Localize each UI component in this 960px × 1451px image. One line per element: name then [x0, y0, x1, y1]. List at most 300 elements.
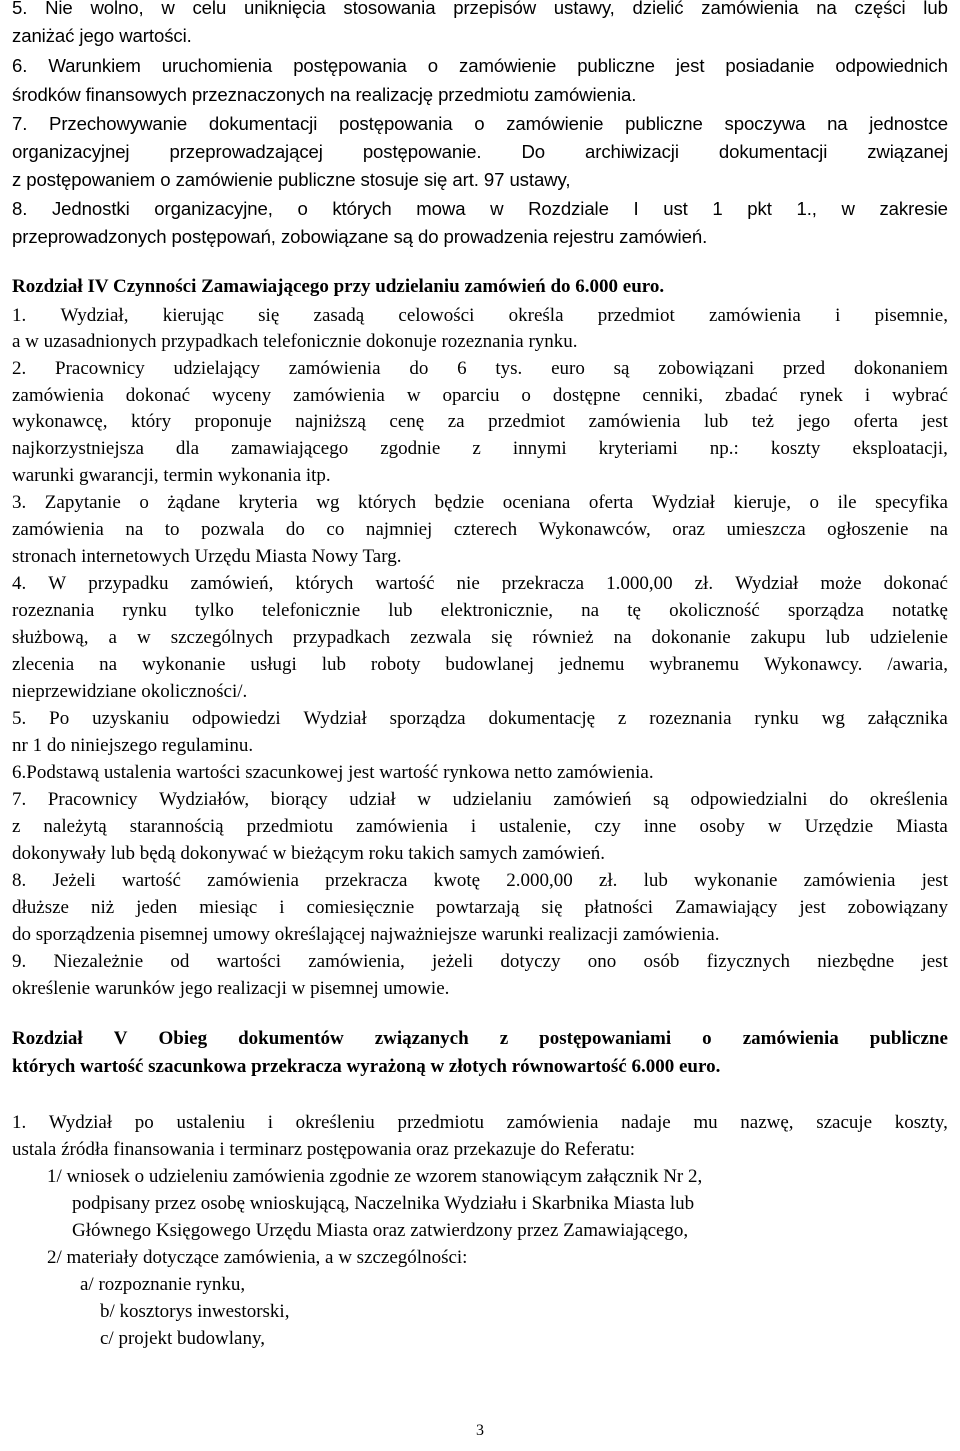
word: powtarzają: [436, 897, 520, 918]
word: Wydział: [48, 1112, 113, 1133]
word: zamówienia: [709, 305, 801, 326]
word: zamówień: [553, 789, 632, 810]
word: 6.: [12, 55, 28, 76]
word: przedmiot: [597, 305, 675, 326]
ch4-line-2: a w uzasadnionych przypadkach telefonicznie dokonuje rozeznania rynku.: [12, 331, 578, 352]
word: zamówienia: [803, 870, 896, 891]
word: określeniu: [295, 1112, 375, 1133]
word: udział: [349, 789, 396, 810]
word: w: [406, 385, 421, 406]
word: odpowiednich: [835, 55, 948, 76]
word: zamówienia: [12, 385, 104, 406]
word: tylko: [194, 600, 234, 621]
word: również: [532, 627, 594, 648]
ch5-subitem-c: c/ projekt budowlany,: [100, 1328, 265, 1349]
ch4-line-20: [12, 816, 948, 838]
word: spoczywa: [724, 113, 806, 134]
word: przed: [782, 358, 826, 379]
word: odpowiedzialni: [690, 789, 808, 810]
word: o: [427, 55, 438, 76]
word: wartość: [121, 870, 181, 891]
word: rynek: [799, 385, 843, 406]
word: zamówienie: [506, 113, 604, 134]
chapter-v-heading-line-2: których wartość szacunkowa przekracza wyrażoną w złotych równowartość 6.000 euro.: [12, 1056, 721, 1077]
word: Urzędzie: [804, 816, 874, 837]
word: organizacyjnej: [12, 141, 130, 162]
word: związanych: [374, 1028, 469, 1049]
word: kryteria: [238, 492, 298, 513]
word: Po: [49, 708, 70, 729]
word: biorący: [270, 789, 328, 810]
word: zamówienia,: [308, 951, 405, 972]
word: jeżeli: [432, 951, 474, 972]
ch4-line-24: do sporządzenia pisemnej umowy określającej najważniejsze warunki realizacji zamówienia.: [12, 924, 720, 945]
word: na: [816, 0, 837, 18]
word: 1: [712, 198, 723, 219]
word: mu: [693, 1112, 718, 1133]
ch4-line-23: [12, 897, 948, 919]
word: kieruje,: [733, 492, 791, 513]
word: na: [125, 519, 144, 540]
word: lub: [388, 600, 413, 621]
word: zamówienia: [356, 816, 448, 837]
word: uniknięcia: [243, 0, 326, 18]
ch4-line-4: [12, 385, 948, 407]
paragraph-5-line-1: [12, 0, 948, 19]
ch4-line-16: [12, 708, 948, 730]
word: rozeznania: [12, 600, 95, 621]
ch4-line-8: [12, 492, 948, 514]
word: płatności: [584, 897, 654, 918]
word: jest: [799, 897, 826, 918]
word: lub: [923, 0, 948, 18]
word: dla: [175, 438, 200, 459]
word: elektronicznie,: [440, 600, 554, 621]
word: ono: [587, 951, 617, 972]
word: o: [474, 113, 485, 134]
word: inne: [643, 816, 677, 837]
ch4-line-17: nr 1 do niniejszego regulaminu.: [12, 735, 254, 756]
word: udzielenie: [869, 627, 948, 648]
word: eksploatacji,: [852, 438, 948, 459]
word: przypadkach: [293, 627, 391, 648]
word: zamówień,: [190, 573, 274, 594]
ch4-line-10: stronach internetowych Urzędu Miasta Nowy Targ.: [12, 546, 402, 567]
word: zezwala: [410, 627, 472, 648]
word: o: [297, 198, 308, 219]
word: przepisów: [453, 0, 537, 18]
word: dotyczy: [500, 951, 561, 972]
word: 9.: [12, 951, 27, 972]
word: postępowanie.: [362, 141, 482, 162]
word: Obieg: [158, 1028, 208, 1049]
word: do: [409, 358, 429, 379]
word: niż: [90, 897, 115, 918]
word: wybranemu: [649, 654, 740, 675]
word: zobowiązani: [658, 358, 755, 379]
word: kierując: [162, 305, 224, 326]
word: postępowaniami: [539, 1028, 672, 1049]
word: których: [358, 492, 417, 513]
word: oparciu: [442, 385, 500, 406]
word: rynku: [754, 708, 799, 729]
word: 1.000,00: [606, 573, 673, 594]
word: zł.: [694, 573, 714, 594]
word: 2.: [12, 358, 27, 379]
word: 7.: [12, 789, 27, 810]
word: 6: [457, 358, 467, 379]
word: W: [48, 573, 67, 594]
word: nadaje: [621, 1112, 671, 1133]
word: są: [613, 358, 630, 379]
word: dokumentacji: [718, 141, 828, 162]
word: oraz: [672, 519, 705, 540]
word: dokonanie: [651, 627, 731, 648]
word: zasadą: [313, 305, 365, 326]
paragraph-5-line-2: zaniżać jego wartości.: [12, 25, 192, 46]
word: Przechowywanie: [49, 113, 188, 134]
word: cenniki,: [642, 385, 704, 406]
word: jeden: [136, 897, 178, 918]
word: też: [751, 411, 774, 432]
word: dzielić: [632, 0, 684, 18]
word: jest: [921, 411, 948, 432]
word: do: [829, 789, 849, 810]
word: publiczne: [625, 113, 703, 134]
ch4-line-14: [12, 654, 948, 676]
word: Do: [521, 141, 546, 162]
word: na: [613, 627, 632, 648]
word: w: [841, 198, 855, 219]
word: sporządza: [389, 708, 466, 729]
word: zamówienia: [506, 1112, 599, 1133]
word: do: [285, 519, 305, 540]
ch5-subitem-b: b/ kosztorys inwestorski,: [100, 1301, 290, 1322]
word: dokonać: [883, 573, 948, 594]
word: się: [258, 305, 280, 326]
page-number: 3: [476, 1422, 484, 1439]
word: w: [490, 198, 504, 219]
word: przedmiot: [488, 411, 566, 432]
word: I: [633, 198, 639, 219]
word: zlecenia: [12, 654, 75, 675]
word: wyceny: [212, 385, 272, 406]
word: 1.: [12, 305, 27, 326]
word: zamówienia: [293, 385, 385, 406]
word: stosowania: [343, 0, 436, 18]
word: który: [131, 411, 172, 432]
word: przeprowadzającej: [169, 141, 323, 162]
word: w: [767, 816, 782, 837]
ch5-subitem-a: a/ rozpoznanie rynku,: [80, 1274, 246, 1295]
word: postępowania: [338, 113, 453, 134]
word: organizacyjne,: [154, 198, 273, 219]
word: Wydział: [303, 708, 367, 729]
word: określa: [508, 305, 564, 326]
word: pisemnie,: [874, 305, 948, 326]
word: oferta: [588, 492, 634, 513]
word: o: [139, 492, 149, 513]
word: ust: [663, 198, 688, 219]
word: szczególnych: [170, 627, 274, 648]
ch4-line-26: określenie warunków jego realizacji w pisemnej umowie.: [12, 978, 450, 999]
word: najkorzystniejsza: [12, 438, 144, 459]
word: części: [854, 0, 906, 18]
ch4-line-25: [12, 951, 948, 973]
word: lub: [321, 654, 346, 675]
ch4-line-6: [12, 438, 948, 460]
word: o: [702, 1028, 712, 1049]
word: związanej: [867, 141, 948, 162]
word: oceniana: [502, 492, 571, 513]
ch5-item-1-line-3: Głównego Księgowego Urzędu Miasta oraz zatwierdzony przez Zamawiającego,: [72, 1220, 689, 1241]
word: załącznika: [867, 708, 948, 729]
word: celu: [192, 0, 227, 18]
word: Pracownicy: [55, 358, 145, 379]
word: kwotę: [433, 870, 481, 891]
word: w: [417, 789, 432, 810]
word: dokumentów: [238, 1028, 344, 1049]
word: Zamawiający: [675, 897, 778, 918]
word: z: [472, 438, 481, 459]
word: zamówienia: [207, 870, 299, 891]
word: zgodnie: [380, 438, 441, 459]
word: przedmiotu: [397, 1112, 484, 1133]
word: np.:: [709, 438, 739, 459]
word: specyfika: [875, 492, 948, 513]
word: wybrać: [892, 385, 948, 406]
word: zbadać: [724, 385, 778, 406]
word: innymi: [512, 438, 567, 459]
word: dokumentacji: [208, 113, 318, 134]
word: Wykonawcy.: [763, 654, 863, 675]
word: V: [113, 1028, 128, 1049]
word: o: [809, 492, 820, 513]
word: pkt: [747, 198, 772, 219]
word: ile: [837, 492, 857, 513]
word: i: [267, 1112, 273, 1133]
word: i: [864, 385, 871, 406]
word: Rozdziale: [528, 198, 609, 219]
word: usługi: [250, 654, 297, 675]
word: dostępne: [552, 385, 621, 406]
word: tys.: [495, 358, 523, 379]
word: przekracza: [501, 573, 585, 594]
word: proponuje: [194, 411, 272, 432]
word: Zapytanie: [44, 492, 121, 513]
word: to: [164, 519, 180, 540]
word: przypadku: [88, 573, 169, 594]
word: Miasta: [896, 816, 948, 837]
word: będzie: [434, 492, 485, 513]
word: budowlanej: [445, 654, 535, 675]
word: służbową,: [12, 627, 89, 648]
word: ogłoszenie: [827, 519, 909, 540]
word: szacuje: [816, 1112, 873, 1133]
word: osoby: [699, 816, 745, 837]
word: miesiąc: [199, 897, 258, 918]
word: oferta: [853, 411, 898, 432]
word: określenia: [869, 789, 948, 810]
word: rozeznania: [649, 708, 732, 729]
word: na: [929, 519, 948, 540]
word: kryteriami: [598, 438, 678, 459]
ch4-line-21: dokonywały lub będą dokonywać w bieżącym roku takich samych zamówień.: [12, 843, 606, 864]
word: Niezależnie: [53, 951, 144, 972]
ch4-line-19: [12, 789, 948, 811]
word: koszty,: [894, 1112, 948, 1133]
word: przedmiotu: [246, 816, 334, 837]
word: /awaria,: [887, 654, 948, 675]
word: wartość: [375, 573, 435, 594]
word: tę: [627, 600, 641, 621]
word: uzyskaniu: [92, 708, 170, 729]
word: celowości: [398, 305, 475, 326]
paragraph-6-line-2: środków finansowych przeznaczonych na realizację przedmiotu zamówienia.: [12, 84, 637, 105]
word: nazwę,: [740, 1112, 794, 1133]
word: o: [521, 385, 531, 406]
word: notatkę: [892, 600, 948, 621]
word: należytą: [43, 816, 107, 837]
word: starannością: [129, 816, 224, 837]
word: wykonanie: [694, 870, 778, 891]
word: ustaleniu: [176, 1112, 246, 1133]
word: po: [134, 1112, 154, 1133]
word: których: [295, 573, 354, 594]
word: postępowania: [293, 55, 407, 76]
word: Rozdział: [12, 1028, 83, 1049]
word: lub: [643, 870, 668, 891]
ch4-line-5: [12, 411, 948, 433]
word: Wydział: [735, 573, 799, 594]
word: ustawy,: [553, 0, 615, 18]
word: których: [332, 198, 392, 219]
word: w: [161, 0, 175, 18]
word: mowa: [416, 198, 466, 219]
ch4-line-11: [12, 573, 948, 595]
word: i: [279, 897, 285, 918]
word: w: [136, 627, 151, 648]
word: nie: [456, 573, 480, 594]
word: jednemu: [559, 654, 625, 675]
word: Wydział: [651, 492, 715, 513]
ch4-line-18: 6.Podstawą ustalenia wartości szacunkowej jest wartość rynkowa netto zamówienia.: [12, 762, 654, 783]
word: są: [653, 789, 669, 810]
word: 1.,: [796, 198, 817, 219]
word: 3.: [12, 492, 27, 513]
word: się: [491, 627, 513, 648]
word: odpowiedzi: [192, 708, 281, 729]
word: dokonaniem: [853, 358, 948, 379]
word: zamówienia: [742, 1028, 839, 1049]
word: zamawiającego: [231, 438, 349, 459]
word: zł.: [598, 870, 618, 891]
word: wykonanie: [142, 654, 226, 675]
word: sporządza: [787, 600, 864, 621]
word: okoliczność: [669, 600, 760, 621]
word: lub: [825, 627, 850, 648]
word: rynku: [122, 600, 167, 621]
word: i: [470, 816, 477, 837]
word: na: [827, 113, 848, 134]
word: zamówienia: [12, 519, 104, 540]
paragraph-6-line-1: [12, 55, 948, 77]
word: 8.: [12, 870, 27, 891]
word: dłuższe: [12, 897, 69, 918]
word: osób: [643, 951, 680, 972]
word: czterech: [453, 519, 518, 540]
word: wg: [821, 708, 845, 729]
word: zakupu: [750, 627, 806, 648]
word: Pracownicy: [47, 789, 138, 810]
word: 4.: [12, 573, 27, 594]
word: 5.: [12, 708, 27, 729]
chapter-v-heading-line-1: [12, 1028, 948, 1050]
word: uruchomienia: [161, 55, 273, 76]
word: z: [499, 1028, 509, 1049]
word: wg: [316, 492, 340, 513]
word: Wykonawców,: [538, 519, 651, 540]
word: przekracza: [325, 870, 408, 891]
word: się: [541, 897, 563, 918]
paragraph-8-line-2: przeprowadzonych postępowań, zobowiązane są do prowadzenia rejestru zamówień.: [12, 226, 708, 247]
word: udzielaniu: [452, 789, 532, 810]
word: umieszcza: [726, 519, 806, 540]
word: najniższą: [295, 411, 366, 432]
word: na: [581, 600, 600, 621]
word: z: [12, 816, 21, 837]
word: Jeżeli: [52, 870, 96, 891]
word: 1.: [12, 1112, 27, 1133]
word: niezbędne: [817, 951, 895, 972]
word: zamówienie: [459, 55, 557, 76]
word: comiesięcznie: [306, 897, 415, 918]
ch4-line-9: [12, 519, 948, 541]
word: jest: [921, 951, 948, 972]
word: na: [99, 654, 118, 675]
word: zamówienia: [588, 411, 681, 432]
word: a: [108, 627, 117, 648]
word: co: [326, 519, 345, 540]
ch4-line-12: [12, 600, 948, 622]
ch4-line-13: [12, 627, 948, 649]
word: Warunkiem: [48, 55, 141, 76]
word: publiczne: [869, 1028, 948, 1049]
word: 5.: [12, 0, 28, 18]
word: cenę: [389, 411, 425, 432]
word: posiadanie: [725, 55, 815, 76]
word: może: [820, 573, 862, 594]
chapter-iv-heading: Rozdział IV Czynności Zamawiającego przy udzielaniu zamówień do 6.000 euro.: [12, 276, 665, 297]
word: publiczne: [577, 55, 655, 76]
ch4-line-3: [12, 358, 948, 380]
word: z: [617, 708, 627, 729]
word: od: [170, 951, 190, 972]
word: telefonicznie: [262, 600, 361, 621]
word: roboty: [370, 654, 421, 675]
ch5-line-1: [12, 1112, 948, 1134]
word: euro: [551, 358, 585, 379]
word: jest: [675, 55, 705, 76]
word: zamówienia: [701, 0, 799, 18]
word: jego: [797, 411, 831, 432]
word: dokumentację: [488, 708, 596, 729]
paragraph-7-line-3: z postępowaniem o zamówienie publiczne stosuje się art. 97 ustawy,: [12, 169, 571, 190]
word: Wydziałów,: [159, 789, 250, 810]
word: Nie: [45, 0, 73, 18]
ch5-item-1-line-2: podpisany przez osobę wnioskującą, Naczelnika Wydziału i Skarbnika Miasta lub: [72, 1193, 695, 1214]
word: ustalenie,: [499, 816, 572, 837]
